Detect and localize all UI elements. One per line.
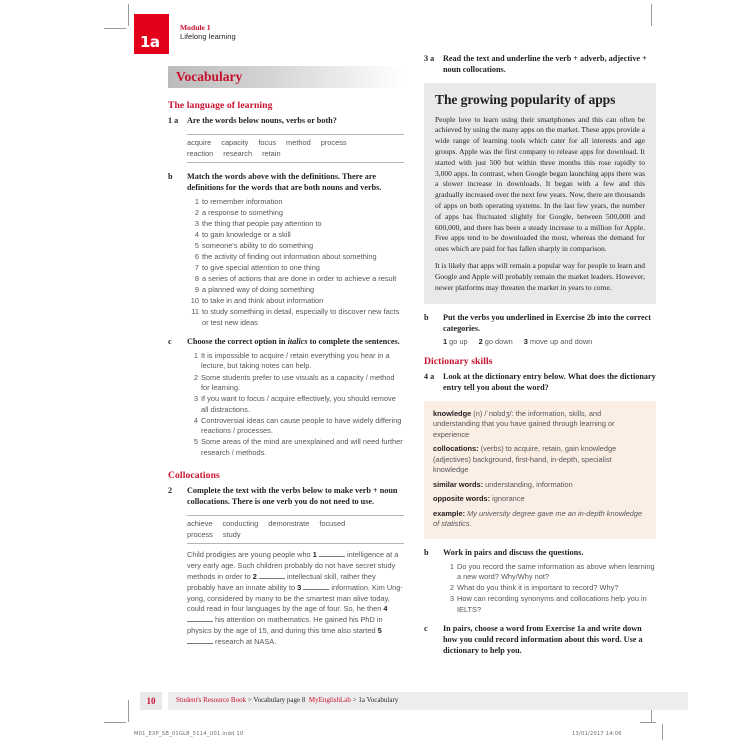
gap-blank[interactable]	[259, 573, 285, 579]
category-label: go up	[449, 337, 468, 347]
article-paragraph: People love to learn using their smartphones and this can often be achieved by using the many apps on the market. These apps provide a wide range of learning tools which cater for all interests and age groups. Apple was the first company to release apps for download. It started with just 500 but within three months this rose rapidly to 3,000 apps. In contrast, when Google began launching apps there was a slower increase in downloads. It began with a few and this gradually increased over the next few years. Now, there are thousands of apps on both operating systems. In the last few years, the number of apps has fluctuated slightly for Google, between 500,000 and 600,000, and there has been a steady increase to a million for Apple. Free apps tend to be downloaded the most, whereas the demand for ones which are paid for has fallen sharply in comparison.	[435, 114, 645, 254]
gapfill-part: intellectual skill, rather they probably have an innate ability to	[187, 571, 376, 592]
dictionary-phonetic: /ˈnɒlɪdʒ/:	[484, 408, 514, 418]
list-item: 6 the activity of finding out information about something	[194, 252, 377, 262]
exercise-1b-stem: Match the words above with the definitions. There are definitions for the words that are both nouns and verbs.	[187, 172, 382, 193]
breadcrumb	[168, 692, 688, 710]
list-item-text: to take in and think about information	[202, 296, 324, 306]
print-slug: M01_EXP_SB_01GLB_5114_U01.indd 10	[134, 731, 244, 737]
section-band	[168, 66, 404, 88]
dictionary-definition: the information, skills, and understanding that you have gained through learning or experience	[433, 408, 615, 439]
list-item: 4 to gain knowledge or a skill	[194, 230, 291, 239]
dictionary-entry	[424, 401, 656, 539]
breadcrumb-book[interactable]: Student's Resource Book	[176, 696, 247, 704]
dictionary-collocations-text: (verbs) to acquire, retain, gain knowledge (adjectives) background, first-hand, in-depth, specialist knowledge	[433, 444, 617, 475]
module-title: Lifelong learning	[180, 32, 236, 42]
wordbank-2	[187, 515, 404, 544]
exercise-1c	[168, 337, 404, 458]
gap-blank[interactable]	[187, 616, 213, 622]
list-item: 2 Some students prefer to use visuals as a capacity / method for learning.	[193, 372, 395, 393]
wordbank-word: reaction	[187, 148, 214, 158]
list-item-text: a response to something	[202, 207, 283, 217]
wordbank-word: demonstrate	[268, 518, 310, 528]
list-item: 3 If you want to focus / acquire effectively, you should remove all distractions.	[193, 394, 396, 414]
wordbank-word: retain	[262, 148, 281, 158]
gap-number: 4	[383, 604, 388, 614]
list-item-text: It is impossible to acquire / retain everything you hear in a lecture, but taking notes can help.	[201, 350, 390, 371]
wordbank-1a-row2	[187, 149, 404, 160]
exercise-1a-label: 1 a	[168, 116, 179, 125]
exercise-4a-label: 4 a	[424, 372, 435, 382]
list-item-text: to gain knowledge or a skill	[202, 230, 291, 239]
list-item: 3 the thing that people pay attention to	[194, 218, 322, 228]
category-label: go down	[484, 337, 513, 347]
page-footer	[134, 692, 694, 712]
exercise-1a	[168, 116, 404, 127]
dictionary-similar-text: understanding, information	[485, 479, 573, 489]
exercise-1b-list	[187, 197, 404, 328]
exercise-4b-stem: Work in pairs and discuss the questions.	[443, 547, 584, 557]
dictionary-similar-line	[433, 480, 647, 491]
print-timestamp: 13/01/2017 14:06	[572, 731, 622, 737]
gapfill-part: research at NASA.	[213, 636, 277, 646]
crop-mark-top-left-h	[104, 28, 126, 29]
dictionary-skills-heading: Dictionary skills	[424, 356, 493, 368]
list-item: 5 Some areas of the mind are unexplained and will need further research / methods.	[193, 437, 403, 457]
dictionary-opposite-line	[433, 494, 647, 505]
category-number: 3	[523, 337, 528, 347]
wordbank-1a	[187, 134, 404, 163]
dictionary-similar-label: similar words:	[433, 479, 484, 489]
wordbank-word: acquire	[187, 137, 212, 147]
category-label: move up and down	[529, 337, 593, 347]
right-column	[424, 54, 656, 664]
dictionary-example-line	[433, 509, 647, 530]
wordbank-word: conducting	[222, 518, 259, 528]
exercise-3b-stem: Put the verbs you underlined in Exercise 2b into the correct categories.	[443, 313, 652, 334]
article-paragraph: It is likely that apps will remain a popular way for people to learn and Google and Apple will probably remain the market leaders. However, newer platforms may threaten the market in years to come.	[435, 261, 645, 292]
list-item-text: a planned way of doing something	[202, 285, 315, 295]
exercise-3a-label: 3 a	[424, 54, 435, 63]
reading-article	[424, 83, 656, 305]
wordbank-word: achieve	[187, 518, 213, 528]
stem-post: to complete the sentences.	[307, 337, 400, 347]
category-option	[443, 337, 468, 346]
dictionary-pos: (n)	[473, 408, 483, 418]
dictionary-example-text: My university degree gave me an in-depth knowledge of statistics.	[433, 508, 643, 529]
gap-blank[interactable]	[187, 637, 213, 643]
list-item-text: How can recording synonyms and collocations help you in IELTS?	[457, 594, 647, 614]
list-item-text: What do you think it is important to record? Why?	[457, 583, 619, 593]
exercise-2-stem: Complete the text with the verbs below to make verb + noun collocations. There is one verb you do not need to use.	[187, 486, 398, 506]
list-item: 10 to take in and think about information	[190, 296, 324, 306]
exercise-1c-stem	[187, 337, 404, 348]
exercise-1b	[168, 172, 404, 328]
page-number: 10	[140, 692, 162, 710]
gapfill-part: information. Kim Ung-yong, considered by many to be the smartest man alive today, could read in four languages by the age of four. So, he then	[187, 582, 403, 614]
list-item-text: to study something in detail, especially to discover new facts or test new ideas	[202, 307, 400, 327]
exercise-4b-list	[443, 562, 656, 616]
gapfill-part: his attention on mathematics. He gained his PhD in physics by the age of 15, and during this time also started	[187, 615, 383, 635]
breadcrumb-sep1: > Vocabulary page 8	[247, 696, 306, 704]
dictionary-definition-line	[433, 409, 647, 441]
page-content	[134, 10, 694, 710]
list-item-text: to give special attention to one thing	[202, 263, 320, 273]
list-item-text: someone's ability to do something	[202, 241, 314, 251]
dictionary-opposite-text: ignorance	[492, 494, 525, 504]
list-item-text: the activity of finding out information about something	[202, 252, 377, 262]
gap-number: 5	[377, 625, 382, 635]
exercise-1a-stem: Are the words below nouns, verbs or both?	[187, 116, 337, 125]
list-item: 5 someone's ability to do something	[194, 241, 314, 251]
exercise-1b-label: b	[168, 172, 173, 182]
exercise-4b-label: b	[424, 547, 429, 557]
exercise-4c-label: c	[424, 624, 428, 634]
dictionary-headword: knowledge	[433, 408, 472, 418]
exercise-2	[168, 486, 404, 508]
page-header	[134, 14, 434, 58]
wordbank-word: focus	[258, 137, 277, 147]
category-number: 2	[478, 337, 483, 347]
section-band-label: Vocabulary	[176, 69, 243, 84]
gapfill-text	[187, 550, 404, 647]
exercise-3b-options	[443, 337, 656, 346]
registration-tick	[662, 724, 663, 740]
wordbank-word: study	[222, 529, 241, 539]
list-item: 4 Controversial ideas can cause people to have widely differing reactions / processes.	[193, 415, 402, 436]
list-item: 2 What do you think it is important to record? Why?	[449, 583, 619, 593]
list-item: 9 a planned way of doing something	[194, 285, 315, 295]
left-section-heading: The language of learning	[168, 100, 273, 111]
list-item-text: Some students prefer to use visuals as a capacity / method for learning.	[201, 372, 395, 393]
list-item: 1 Do you record the same information as above when learning a new word? Why/Why not?	[449, 561, 655, 582]
exercise-4a-stem: Look at the dictionary entry below. What does the dictionary entry tell you about the word?	[443, 372, 656, 392]
exercise-3a	[424, 54, 656, 76]
list-item-text: a series of actions that are done in order to achieve a result	[202, 274, 397, 284]
list-item: 3 How can recording synonyms and collocations help you in IELTS?	[449, 594, 647, 614]
exercise-3b-label: b	[424, 313, 429, 323]
gap-number: 3	[297, 582, 302, 592]
exercise-4c	[424, 624, 656, 656]
dictionary-collocations-line	[433, 444, 647, 476]
list-item-text: If you want to focus / acquire effectively, you should remove all distractions.	[201, 394, 396, 414]
gap-blank[interactable]	[303, 583, 329, 589]
unit-badge	[134, 14, 169, 54]
crop-mark-bottom-left-h	[104, 722, 126, 723]
gap-number: 1	[312, 550, 317, 560]
wordbank-1a-row1	[187, 138, 404, 149]
wordbank-word: capacity	[221, 137, 249, 147]
category-number: 1	[443, 337, 448, 347]
list-item: 8 a series of actions that are done in order to achieve a result	[194, 274, 397, 284]
exercise-4b	[424, 548, 656, 615]
wordbank-word: focused	[319, 518, 346, 528]
wordbank-word: method	[286, 137, 311, 147]
wordbank-word: process	[320, 137, 347, 147]
exercise-4a	[424, 372, 656, 394]
crop-mark-top-left-v	[128, 4, 129, 26]
list-item-text: to remember information	[202, 196, 283, 206]
list-item: 1 It is impossible to acquire / retain everything you hear in a lecture, but taking notes can help.	[193, 350, 390, 371]
gapfill-part: intelligence at a very early age. Such children probably do not have secret study methods in order to	[187, 550, 399, 581]
stem-italic: italics	[287, 337, 308, 347]
list-item: 1 to remember information	[194, 196, 283, 206]
breadcrumb-sep2: > 1a Vocabulary	[352, 696, 399, 704]
wordbank-2-row1	[187, 519, 404, 530]
collocations-heading: Collocations	[168, 470, 220, 482]
dictionary-opposite-label: opposite words:	[433, 494, 491, 504]
gapfill-part: Child prodigies are young people who	[187, 550, 313, 560]
exercise-1c-list	[187, 351, 404, 458]
article-title: The growing popularity of apps	[435, 91, 616, 107]
exercise-1c-label: c	[168, 337, 172, 347]
category-option	[479, 337, 513, 346]
breadcrumb-text	[176, 696, 398, 704]
gap-blank[interactable]	[319, 551, 345, 557]
exercise-3b	[424, 313, 656, 346]
exercise-4c-stem: In pairs, choose a word from Exercise 1a and write down how you could record information about this word. Use a dictionary to help you.	[443, 624, 643, 655]
module-number: Module 1	[180, 23, 211, 32]
category-option	[524, 337, 593, 346]
crop-mark-bottom-left-v	[128, 700, 129, 722]
exercise-2-label: 2	[168, 486, 173, 496]
list-item-text: Controversial ideas can cause people to have widely differing reactions / processes.	[201, 415, 402, 436]
list-item: 11 to study something in detail, especially to discover new facts or test new ideas	[191, 307, 400, 327]
wordbank-word: process	[187, 529, 213, 539]
gap-number: 2	[252, 571, 257, 581]
list-item: 7 to give special attention to one thing	[194, 263, 320, 273]
left-column	[168, 100, 404, 648]
wordbank-word: research	[223, 148, 253, 158]
list-item: 2 a response to something	[194, 207, 283, 217]
breadcrumb-lab[interactable]: MyEnglishLab	[308, 696, 351, 704]
list-item-text: Do you record the same information as above when learning a new word? Why/Why not?	[457, 561, 655, 582]
registration-tick-h	[640, 722, 656, 723]
dictionary-collocations-label: collocations:	[433, 444, 479, 454]
exercise-3a-stem: Read the text and underline the verb + adverb, adjective + noun collocations.	[443, 54, 647, 74]
list-item-text: the thing that people pay attention to	[202, 218, 322, 228]
unit-badge-label: 1a	[140, 33, 160, 51]
stem-pre: Choose the correct option in	[187, 337, 288, 347]
wordbank-2-row2	[187, 530, 404, 541]
dictionary-example-label: example:	[433, 508, 466, 518]
list-item-text: Some areas of the mind are unexplained and will need further research / methods.	[201, 437, 403, 457]
module-info	[180, 23, 236, 42]
